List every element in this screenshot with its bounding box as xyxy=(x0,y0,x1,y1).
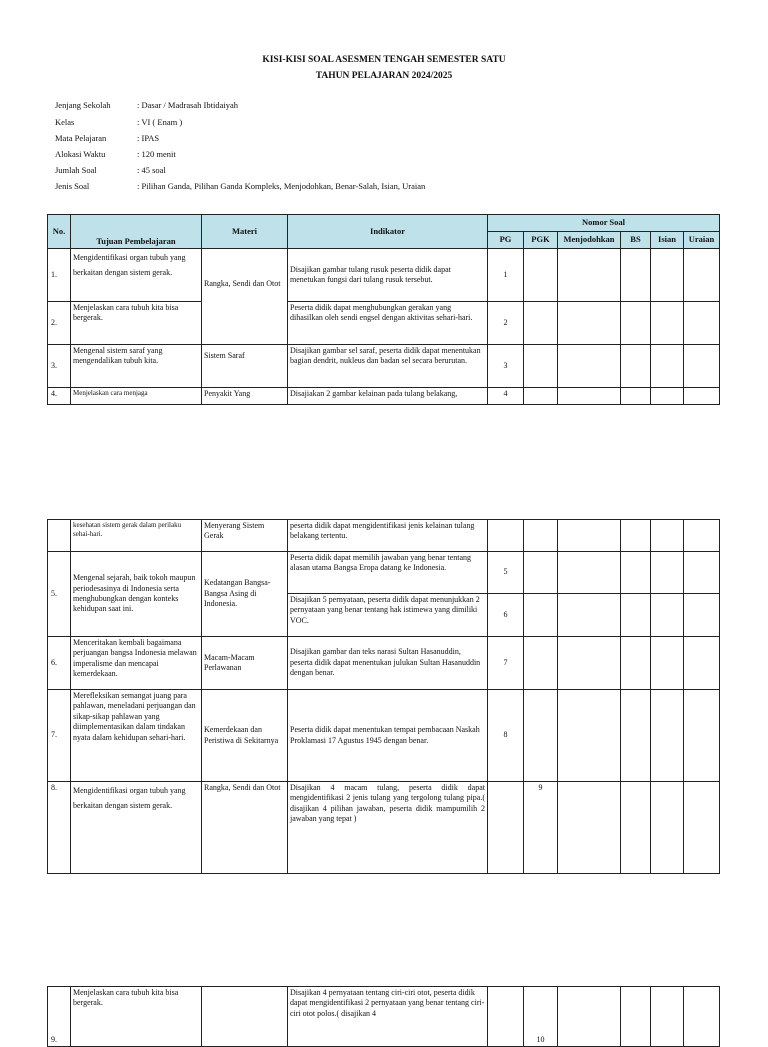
header-pgk: PGK xyxy=(524,232,558,249)
meta-value: : Pilihan Ganda, Pilihan Ganda Kompleks, Menjodohkan, Benar-Salah, Isian, Uraian xyxy=(137,181,426,191)
row-tujuan: kesehatan sistem gerak dalam perilaku sehai-hari. xyxy=(71,520,202,552)
row-tujuan: Menceritakan kembali bagaimana perjuangan bangsa Indonesia melawan imperalisme dan mencapai kemerdekaan. xyxy=(71,637,202,690)
row-pgk: 9 xyxy=(524,782,558,874)
row-materi: Kedatangan Bangsa-Bangsa Asing di Indonesia. xyxy=(202,552,288,637)
meta-label: Jenjang Sekolah xyxy=(55,100,111,110)
row-indikator: Peserta didik dapat menghubungkan gerakan yang dihasilkan oleh sendi engsel dengan aktivitas sehari-hari. xyxy=(288,302,488,345)
row-pgk: 10 xyxy=(524,987,558,1047)
kisi-kisi-table-page3 xyxy=(47,986,720,1047)
row-pg: 6 xyxy=(488,594,524,637)
row-indikator: Disajiakan 2 gambar kelainan pada tulang belakang, xyxy=(288,388,488,405)
meta-label: Alokasi Waktu xyxy=(55,149,106,159)
header-bs: BS xyxy=(621,232,651,249)
row-tujuan: Mengidentifikasi organ tubuh yang berkaitan dengan sistem gerak. xyxy=(71,782,202,874)
row-pg: 4 xyxy=(488,388,524,405)
row-materi: Sistem Saraf xyxy=(202,345,288,388)
row-tujuan: Mengenal sejarah, baik tokoh maupun periodesasinya di Indonesia serta menghubungkan dengan konteks kehidupan saat ini. xyxy=(71,552,202,637)
row-number: 6. xyxy=(48,637,71,690)
row-tujuan: Menjelaskan cara tubuh kita bisa bergerak. xyxy=(71,987,202,1047)
meta-value: : VI ( Enam ) xyxy=(137,117,183,127)
table-row xyxy=(48,388,720,405)
header-pg: PG xyxy=(488,232,524,249)
row-indikator: peserta didik dapat mengidentifikasi jenis kelainan tulang belakang tertentu. xyxy=(288,520,488,552)
row-indikator: Peserta didik dapat menentukan tempat pembacaan Naskah Proklamasi 17 Agustus 1945 dengan benar. xyxy=(288,690,488,782)
table-row xyxy=(48,782,720,874)
header-materi: Materi xyxy=(202,215,288,249)
row-tujuan: Menjelaskan cara menjaga xyxy=(71,388,202,405)
row-number: 7. xyxy=(48,690,71,782)
row-indikator: Disajikan gambar dan teks narasi Sultan Hasanuddin, peserta didik dapat menentukan julukan Sultan Hasanuddin dengan benar. xyxy=(288,637,488,690)
document-title: KISI-KISI SOAL ASESMEN TENGAH SEMESTER SATU xyxy=(262,55,506,65)
row-pg: 2 xyxy=(488,302,524,345)
row-number: 5. xyxy=(48,552,71,637)
kisi-kisi-table-page2 xyxy=(47,519,720,874)
row-tujuan: Mengidentifikasi organ tubuh yang berkaitan dengan sistem gerak. xyxy=(71,249,202,302)
row-pg: 1 xyxy=(488,249,524,302)
table-row xyxy=(48,690,720,782)
row-tujuan: Menjelaskan cara tubuh kita bisa bergerak. xyxy=(71,302,202,345)
row-indikator: Disajikan 4 macam tulang, peserta didik dapat mengidentifikasi 2 jenis tulang yang tergolong tulang pipa.( disajikan 4 pilihan jawaban, peserta didik mampumilih 2 jawaban yang tepat ) xyxy=(288,782,488,874)
header-isian: Isian xyxy=(651,232,684,249)
meta-label: Jenis Soal xyxy=(55,181,90,191)
table-row xyxy=(48,987,720,1047)
row-indikator: Disajikan 5 pernyataan, peserta didik dapat menunjukkan 2 pernyataan yang benar tentang hak istimewa yang dimiliki VOC. xyxy=(288,594,488,637)
table-row xyxy=(48,637,720,690)
row-materi: Rangka, Sendi dan Otot xyxy=(202,249,288,345)
header-uraian: Uraian xyxy=(684,232,720,249)
meta-value: : 45 soal xyxy=(137,165,166,175)
meta-value: : Dasar / Madrasah Ibtidaiyah xyxy=(137,100,239,110)
table-row xyxy=(48,249,720,302)
row-indikator: Disajikan gambar sel saraf, peserta didik dapat menentukan bagian dendrit, nukleus dan badan sel secara berurutan. xyxy=(288,345,488,388)
meta-value: : IPAS xyxy=(137,133,160,143)
row-number: 9. xyxy=(48,987,71,1047)
meta-value: : 120 menit xyxy=(137,149,176,159)
row-indikator: Peserta didik dapat memilih jawaban yang benar tentang alasan utama Bangsa Eropa datang ke Indonesia. xyxy=(288,552,488,594)
table-row xyxy=(48,302,720,345)
row-materi: Penyakit Yang xyxy=(202,388,288,405)
document-subtitle: TAHUN PELAJARAN 2024/2025 xyxy=(315,71,453,81)
table-row xyxy=(48,345,720,388)
row-pg: 5 xyxy=(488,552,524,594)
row-pg: 3 xyxy=(488,345,524,388)
row-pg: 7 xyxy=(488,637,524,690)
header-tujuan: Tujuan Pembelajaran xyxy=(71,215,202,249)
header-no: No. xyxy=(48,215,71,249)
row-indikator: Disajikan 4 pernyataan tentang ciri-ciri otot, peserta didik dapat mengidentifikasi 2 pernyataan yang benar tentang ciri-ciri otot polos.( disajikan 4 xyxy=(288,987,488,1047)
row-number: 2. xyxy=(48,302,71,345)
meta-label: Kelas xyxy=(55,117,75,127)
row-number: 1. xyxy=(48,249,71,302)
header-nomor-soal: Nomor Soal xyxy=(488,215,720,232)
row-number: 8. xyxy=(48,782,71,874)
kisi-kisi-table-page1 xyxy=(47,214,720,405)
row-tujuan: Merefleksikan semangat juang para pahlawan, meneladani perjuangan dan sikap-sikap pahlawan yang diimplementasikan dalam tindakan nyata dalam kehidupan sehari-hari. xyxy=(71,690,202,782)
header-indikator: Indikator xyxy=(288,215,488,249)
row-materi: Menyerang Sistem Gerak xyxy=(202,520,288,552)
table-row xyxy=(48,520,720,552)
row-indikator: Disajikan gambar tulang rusuk peserta didik dapat menetukan fungsi dari tulang rusuk tersebut. xyxy=(288,249,488,302)
row-number: 4. xyxy=(48,388,71,405)
row-pg: 8 xyxy=(488,690,524,782)
row-materi: Kemerdekaan dan Peristiwa di Sekitarnya xyxy=(202,690,288,782)
row-number: 3. xyxy=(48,345,71,388)
header-menjodohkan: Menjodohkan xyxy=(558,232,621,249)
table-row xyxy=(48,552,720,594)
row-materi: Macam-Macam Perlawanan xyxy=(202,637,288,690)
row-materi: Rangka, Sendi dan Otot xyxy=(202,782,288,874)
meta-label: Jumlah Soal xyxy=(55,165,97,175)
meta-label: Mata Pelajaran xyxy=(55,133,107,143)
row-tujuan: Mengenal sistem saraf yang mengendalikan tubuh kita. xyxy=(71,345,202,388)
